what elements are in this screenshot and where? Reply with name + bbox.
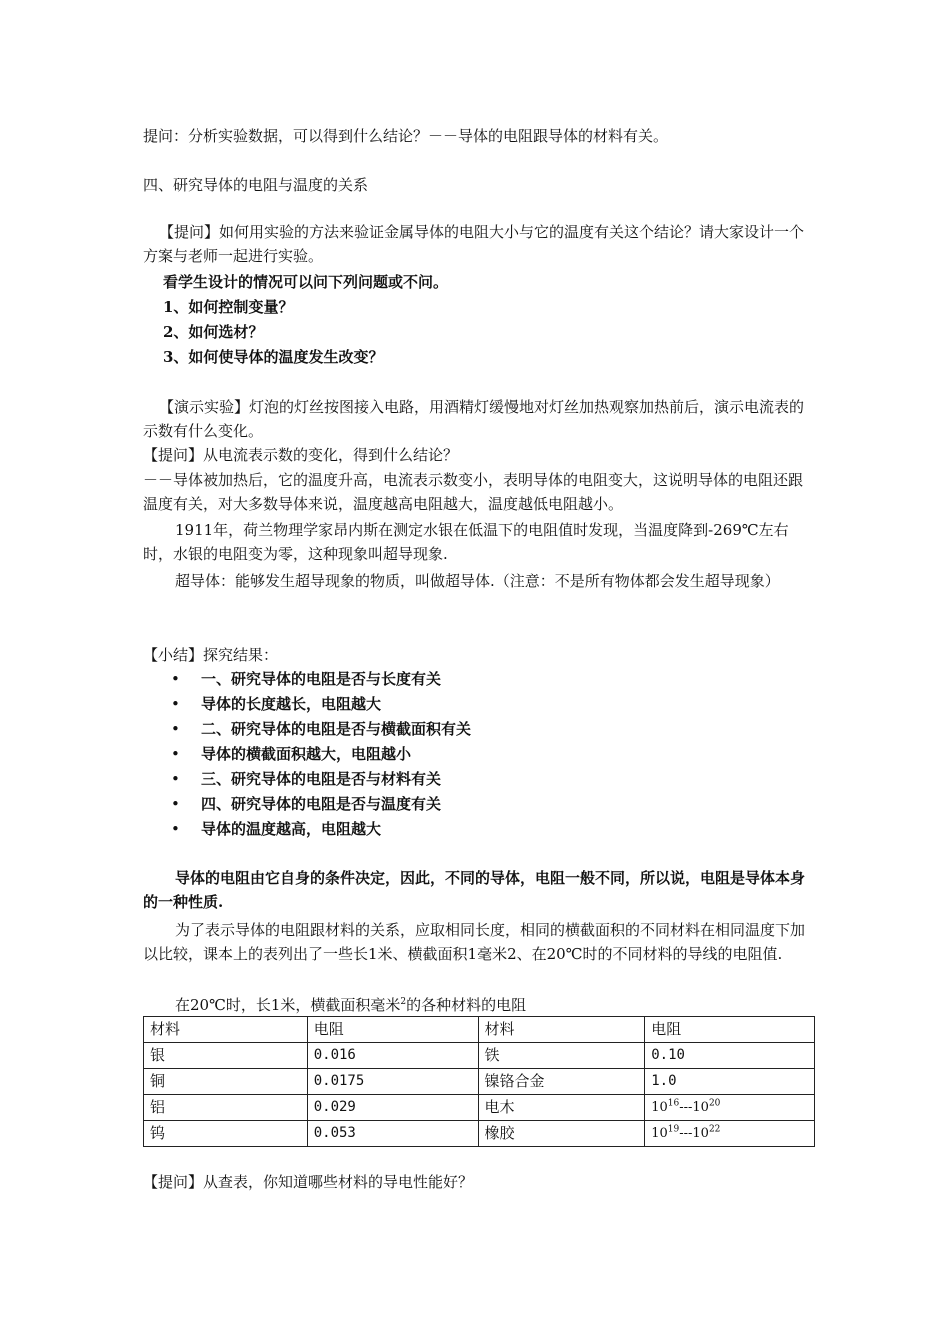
- table-cell: 铁: [478, 1043, 645, 1069]
- bullet-glyph: •: [171, 820, 180, 838]
- summary-label: 【小结】探究结果：: [143, 646, 279, 664]
- table-row: [144, 1095, 815, 1121]
- bold-question-block: [163, 270, 815, 370]
- paragraph-question-conductivity: 【提问】从查表，你知道哪些材料的导电性能好？: [143, 1173, 474, 1191]
- list-item: • 导体的横截面积越大，电阻越小: [143, 742, 815, 767]
- table-cell: 0.016: [307, 1043, 478, 1069]
- paragraph-history-superconduct: 1911年，荷兰物理学家昂内斯在测定水银在低温下的电阻值时发现，当温度降到-269℃左右时，水银的电阻变为零，这种现象叫超导现象.: [143, 521, 789, 563]
- bold-question-1: 1、如何控制变量？: [163, 298, 294, 316]
- table-header-cell: 材料: [478, 1017, 645, 1043]
- bullet-glyph: •: [171, 670, 180, 688]
- table-header-cell: 材料: [144, 1017, 308, 1043]
- table-cell: 铝: [144, 1095, 308, 1121]
- bullet-glyph: •: [171, 720, 180, 738]
- table-cell: 橡胶: [478, 1121, 645, 1147]
- paragraph-demo-experiment: 【演示实验】灯泡的灯丝按图接入电路，用酒精灯缓慢地对灯丝加热观察加热前后，演示电流表的示数有什么变化。: [143, 398, 805, 440]
- list-item: • 二、研究导体的电阻是否与横截面积有关: [143, 717, 815, 742]
- table-cell: 银: [144, 1043, 308, 1069]
- table-header-cell: 电阻: [307, 1017, 478, 1043]
- bold-question-3: 3、如何使导体的温度发生改变？: [163, 348, 384, 366]
- table-row: [144, 1069, 815, 1095]
- list-item: • 导体的温度越高，电阻越大: [143, 817, 815, 842]
- resistance-table: [143, 1016, 815, 1147]
- paragraph-table-intro: 为了表示导体的电阻跟材料的关系，应取相同长度，相同的横截面积的不同材料在相同温度下加以比较，课本上的表列出了一些长1米、横截面积1毫米2、在20℃时的不同材料的导线的电阻值.: [143, 921, 806, 963]
- table-cell-exponent-range: $10^{16}---10^{20}$: [645, 1095, 815, 1121]
- bullet-glyph: •: [171, 745, 180, 763]
- bullet-glyph: •: [171, 695, 180, 713]
- table-cell: 镍铬合金: [478, 1069, 645, 1095]
- paragraph-question-current: 【提问】从电流表示数的变化，得到什么结论？: [143, 446, 459, 464]
- list-item: • 四、研究导体的电阻是否与温度有关: [143, 792, 815, 817]
- bullet-glyph: •: [171, 795, 180, 813]
- table-cell: 0.053: [307, 1121, 478, 1147]
- table-caption: 在20℃时，长1米，横截面积毫米$^2$的各种材料的电阻: [175, 996, 527, 1014]
- paragraph-superconductor-def: 超导体：能够发生超导现象的物质，叫做超导体.（注意：不是所有物体都会发生超导现象）: [175, 572, 780, 590]
- table-cell: 钨: [144, 1121, 308, 1147]
- table-row: [144, 1121, 815, 1147]
- paragraph-question-experiment: 【提问】如何用实验的方法来验证金属导体的电阻大小与它的温度有关这个结论？请大家设计一个方案与老师一起进行实验。: [143, 223, 805, 265]
- paragraph-conclusion-property: 导体的电阻由它自身的条件决定，因此，不同的导体，电阻一般不同，所以说，电阻是导体本身的一种性质.: [143, 869, 806, 911]
- table-cell: 铜: [144, 1069, 308, 1095]
- table-cell: 0.10: [645, 1043, 815, 1069]
- table-cell: 电木: [478, 1095, 645, 1121]
- list-item: • 一、研究导体的电阻是否与长度有关: [143, 667, 815, 692]
- table-header-cell: 电阻: [645, 1017, 815, 1043]
- table-row: [144, 1043, 815, 1069]
- section-heading-temperature: 四、研究导体的电阻与温度的关系: [143, 176, 369, 194]
- list-item: • 导体的长度越长，电阻越大: [143, 692, 815, 717]
- paragraph-answer-temperature: －－导体被加热后，它的温度升高，电流表示数变小，表明导体的电阻变大，这说明导体的电阻还跟温度有关，对大多数导体来说，温度越高电阻越大，温度越低电阻越小。: [143, 471, 804, 513]
- bold-question-2: 2、如何选材？: [163, 323, 264, 341]
- list-item: • 三、研究导体的电阻是否与材料有关: [143, 767, 815, 792]
- table-cell: 1.0: [645, 1069, 815, 1095]
- bullet-glyph: •: [171, 770, 180, 788]
- table-header-row: [144, 1017, 815, 1043]
- table-cell: 0.0175: [307, 1069, 478, 1095]
- paragraph-conclusion-material: 提问：分析实验数据，可以得到什么结论？－－导体的电阻跟导体的材料有关。: [143, 127, 669, 145]
- summary-bullet-list: [143, 667, 815, 842]
- bold-intro: 看学生设计的情况可以问下列问题或不问。: [163, 273, 449, 291]
- table-cell: 0.029: [307, 1095, 478, 1121]
- table-cell-exponent-range: $10^{19}---10^{22}$: [645, 1121, 815, 1147]
